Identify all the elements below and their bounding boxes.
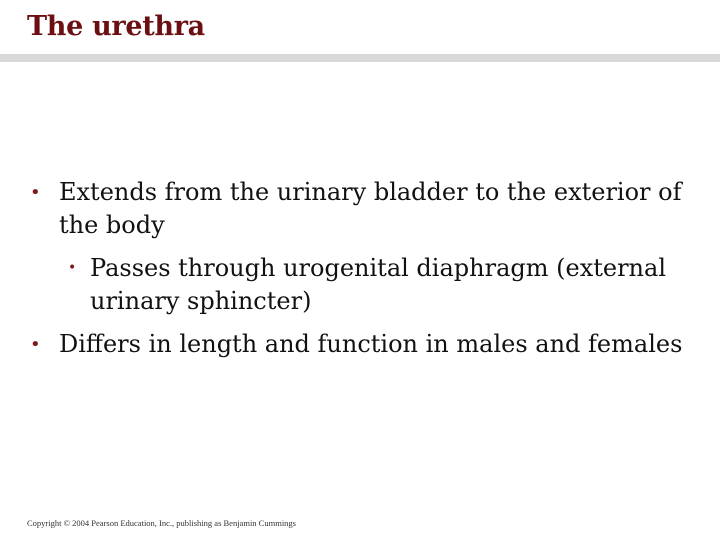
bullet-item: Differs in length and function in males and females: [59, 330, 683, 358]
slide-title: The urethra: [27, 11, 205, 42]
copyright-footer: Copyright © 2004 Pearson Education, Inc., publishing as Benjamin Cummings: [27, 518, 296, 528]
sub-bullet-item: Passes through urogenital diaphragm (external urinary sphincter): [90, 254, 666, 315]
bullet-marker: •: [30, 334, 41, 355]
sub-bullet-marker: •: [68, 260, 77, 276]
bullet-item: Extends from the urinary bladder to the exterior of the body: [59, 178, 682, 239]
bullet-marker: •: [30, 182, 41, 203]
